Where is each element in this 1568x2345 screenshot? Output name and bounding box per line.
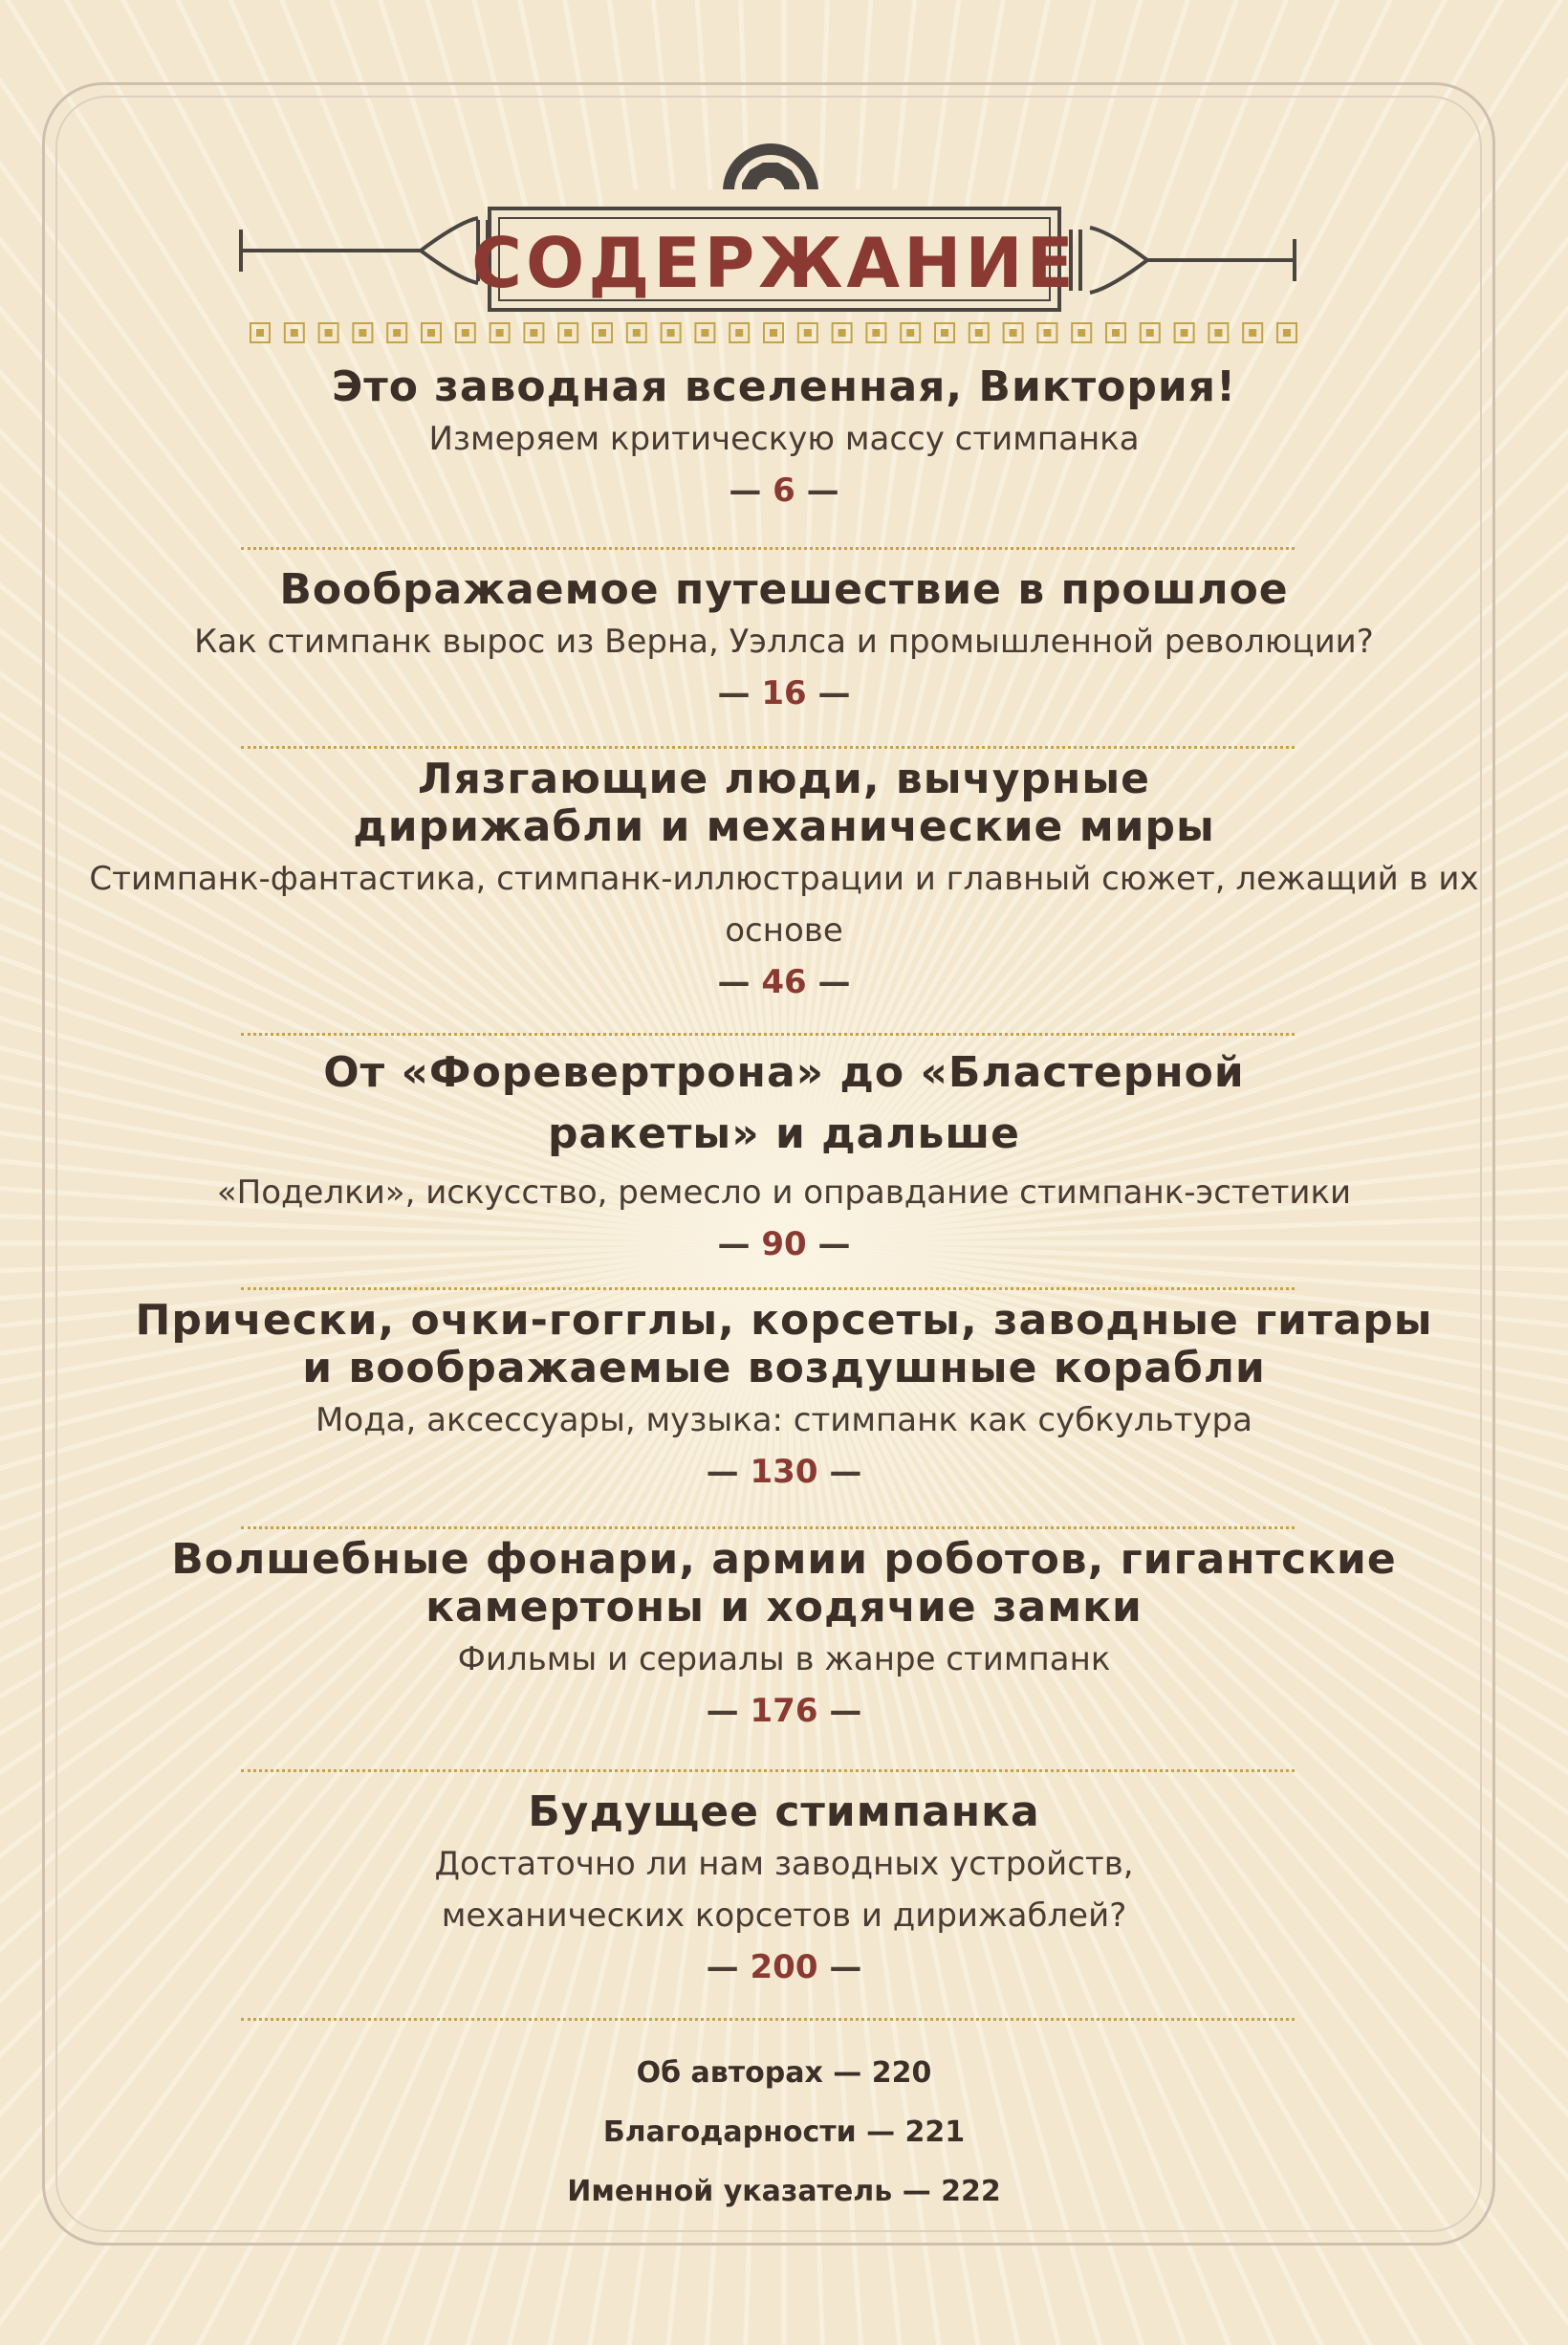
page-number: 221 <box>904 2115 966 2149</box>
toc-entry-title: Это заводная вселенная, Виктория! <box>331 362 1237 411</box>
toc-entry-page: — 176 — <box>706 1692 862 1730</box>
page-number: 176 <box>750 1692 818 1730</box>
toc-entry <box>86 1297 1482 1496</box>
toc-entry <box>86 566 1482 717</box>
toc-entry-subtitle: Измеряем критическую массу стимпанка <box>428 420 1140 458</box>
toc-entry-title: Волшебные фонари, армии роботов, гигантские камертоны и ходячие замки <box>171 1535 1397 1632</box>
back-matter-item: Об авторах — 220 <box>636 2056 932 2090</box>
dotted-separator <box>241 547 1295 550</box>
toc-entry-page: — 6 — <box>729 471 839 510</box>
page-number: 222 <box>941 2175 1001 2208</box>
toc-entry-subtitle: Достаточно ли нам заводных устройств, механических корсетов и дирижаблей? <box>434 1845 1134 1935</box>
page-number: 90 <box>761 1225 807 1263</box>
toc-entry-title: Будущее стимпанка <box>528 1787 1040 1836</box>
toc-entry-page: — 46 — <box>717 963 851 1001</box>
page-number: 200 <box>750 1948 818 1986</box>
toc-entry-subtitle: Как стимпанк вырос из Верна, Уэллса и промышленной революции? <box>194 623 1374 661</box>
left-ornament <box>241 218 488 283</box>
decorative-strip <box>250 323 1296 342</box>
toc-entry-title: От «Форевертрона» до «Бластерной ракеты» и дальше <box>323 1048 1245 1158</box>
title-banner <box>0 0 1568 363</box>
toc-entry-page: — 130 — <box>706 1453 862 1491</box>
page-number: 16 <box>761 674 807 712</box>
back-matter-label: Об авторах <box>636 2056 823 2090</box>
toc-entry-page: — 200 — <box>706 1948 862 1986</box>
right-ornament <box>1071 228 1295 293</box>
dotted-separator <box>241 2018 1295 2021</box>
toc-entry-subtitle: Мода, аксессуары, музыка: стимпанк как субкультура <box>316 1401 1252 1439</box>
toc-entry-title: Воображаемое путешествие в прошлое <box>279 565 1289 614</box>
toc-entry-page: — 16 — <box>717 674 851 712</box>
page-number: 6 <box>773 471 795 510</box>
back-matter-label: Благодарности <box>602 2115 857 2149</box>
dotted-separator <box>241 1526 1295 1529</box>
toc-entry-title: Прически, очки-гогглы, корсеты, заводные гитары и воображаемые воздушные корабли <box>135 1296 1433 1392</box>
toc-entry-subtitle: «Поделки», искусство, ремесло и оправдание стимпанк-эстетики <box>216 1173 1352 1212</box>
back-matter-item: Именной указатель — 222 <box>567 2175 1001 2208</box>
toc-entry <box>86 756 1482 1006</box>
dotted-separator <box>241 1033 1295 1036</box>
dotted-separator <box>241 1769 1295 1772</box>
back-matter-item: Благодарности — 221 <box>602 2115 966 2149</box>
toc-entry-subtitle: Стимпанк-фантастика, стимпанк-иллюстрации и главный сюжет, лежащий в их основе <box>89 860 1479 950</box>
toc-entry-title: Лязгающие люди, вычурные дирижабли и механические миры <box>353 755 1215 851</box>
toc-entry-page: — 90 — <box>717 1225 851 1263</box>
toc-entry <box>86 1788 1482 1991</box>
toc-entry <box>86 363 1482 515</box>
toc-entry <box>86 1536 1482 1735</box>
dotted-separator <box>241 746 1295 749</box>
page-title: СОДЕРЖАНИЕ <box>471 223 1078 303</box>
dotted-separator <box>241 1287 1295 1290</box>
toc-entry <box>86 1042 1482 1268</box>
page-number: 46 <box>761 963 807 1001</box>
page-number: 130 <box>750 1453 818 1491</box>
toc-entry-subtitle: Фильмы и сериалы в жанре стимпанк <box>457 1640 1111 1678</box>
page-number: 220 <box>871 2056 932 2090</box>
back-matter-label: Именной указатель <box>567 2175 893 2208</box>
